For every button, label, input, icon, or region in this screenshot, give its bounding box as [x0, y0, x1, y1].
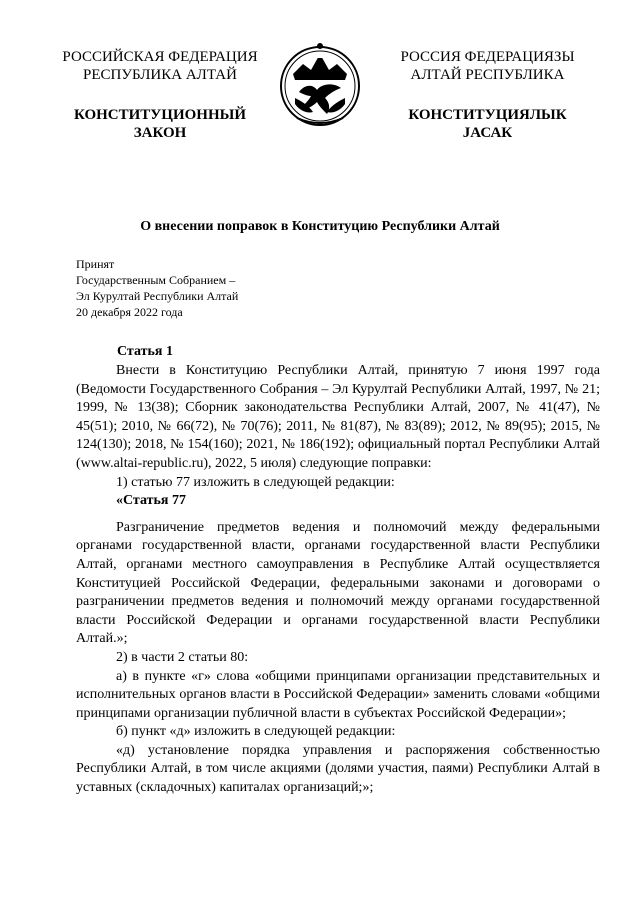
accepted-date: 20 декабря 2022 года	[76, 305, 183, 319]
paragraph: 1) статью 77 изложить в следующей редакции:	[116, 474, 395, 490]
country-name-alt: РОССИЯ ФЕДЕРАЦИЯЗЫ	[400, 49, 575, 65]
paragraph: Внести в Конституцию Республики Алтай, принятую 7 июня 1997 года (Ведомости Государственного Собрания – Эл Курултай Республики Алтай, 1997, № 21; 1999, № 13(38); Сборник законодательства Республики Алтай, 2007, № 41(47), № 45(51); 2010, № 66(72), № 70(76); 2011, № 81(87), № 83(89); 2012, № 89(95); 2015, № 124(130); 2018, № 154(160); 2021, № 186(192); официальный портал Республики Алтай (www.altai-republic.ru), 2022, 5 июля) следующие поправки:	[76, 363, 600, 471]
paragraph: «д) установление порядка управления и распоряжения собственностью Республики Алтай, в том числе акциями (долями участия, паями) Республики Алтай в уставных (складочных) капиталах организаций;»;	[76, 742, 600, 796]
paragraph: б) пункт «д» изложить в следующей редакции:	[116, 724, 396, 740]
accepted-line: Эл Курултай Республики Алтай	[76, 289, 239, 303]
header-right	[365, 48, 610, 142]
coat-of-arms-icon	[279, 40, 361, 132]
article-heading: Статья 1	[117, 344, 173, 359]
accepted-line: Принят	[76, 257, 115, 271]
document-title: О внесении поправок в Конституцию Республики Алтай	[140, 219, 500, 234]
header-left	[40, 48, 280, 142]
paragraph: а) в пункте «г» слова «общими принципами организации представительных и исполнительных органов власти в Российской Федерации» заменить словами «общими принципами организации публичной власти в субъектах Российской Федерации»;	[76, 668, 600, 721]
republic-name-ru: РЕСПУБЛИКА АЛТАЙ	[83, 67, 237, 83]
accepted-line: Государственным Собранием –	[76, 273, 236, 287]
law-type-ru-line2: ЗАКОН	[133, 125, 187, 141]
country-name-ru: РОССИЙСКАЯ ФЕДЕРАЦИЯ	[62, 49, 258, 65]
republic-name-alt: АЛТАЙ РЕСПУБЛИКА	[410, 67, 565, 83]
article-body	[76, 362, 600, 798]
law-type-alt-line1: КОНСТИТУЦИЯЛЫК	[408, 107, 567, 123]
accepted-block	[76, 256, 238, 320]
law-type-ru-line1: КОНСТИТУЦИОННЫЙ	[73, 107, 247, 123]
inserted-article-heading: «Статья 77	[116, 493, 186, 509]
paragraph: 2) в части 2 статьи 80:	[116, 649, 249, 665]
paragraph: Разграничение предметов ведения и полномочий между федеральными органами государственной власти, органами государственной власти Республики Алтай, органами местного самоуправления в Республике Алтай осуществляется Конституцией Российской Федерации, федеральными законами и договорами о разграничении предметов ведения и полномочий между органами государственной власти Российской Федерации и органами государственной власти Республики Алтай.»;	[76, 519, 600, 647]
law-type-alt-line2: JАСАК	[462, 125, 513, 141]
